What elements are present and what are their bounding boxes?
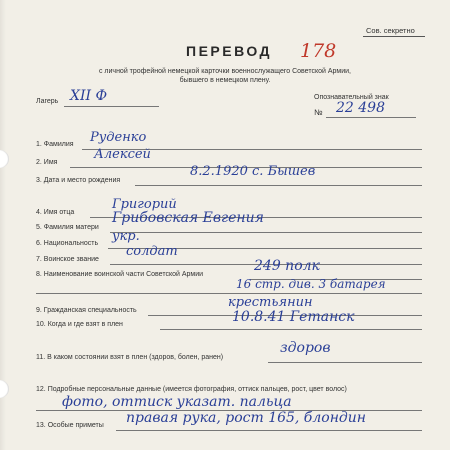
tag-prefix: № <box>314 108 323 117</box>
field-2-value: Алексей <box>94 147 151 162</box>
field-4-label: 4. Имя отца <box>36 209 75 216</box>
field-8-label: 8. Наименование воинской части Советской Армии <box>36 271 204 278</box>
document-number: 178 <box>300 40 337 62</box>
field-8-value-2: 16 стр. див. 3 батарея <box>236 277 386 291</box>
classification-stamp: Сов. секретно <box>366 26 415 35</box>
punch-hole <box>0 150 9 168</box>
field-12-value: фото, оттиск указат. пальца <box>62 394 292 410</box>
tag-label: Опознавательный знак <box>314 94 389 101</box>
field-3-label: 3. Дата и место рождения <box>36 177 121 184</box>
field-3-line <box>135 185 422 186</box>
tag-value: 22 498 <box>336 100 385 116</box>
field-11-label: 11. В каком состоянии взят в плен (здоров, болен, ранен) <box>36 354 224 361</box>
field-13-value: правая рука, рост 165, блондин <box>126 410 367 426</box>
field-5-value: Грибовская Евгения <box>112 210 264 226</box>
field-8-line-2 <box>36 293 422 294</box>
field-6-value: укр. <box>112 229 140 244</box>
field-13-label: 13. Особые приметы <box>36 422 104 429</box>
field-4-value: Григорий <box>112 197 177 212</box>
field-5-line <box>110 232 422 233</box>
camp-value: XII Ф <box>70 88 108 104</box>
punch-hole <box>0 380 9 398</box>
field-7-value: солдат <box>126 244 178 259</box>
classification-underline <box>363 36 425 37</box>
field-11-value: здоров <box>280 340 331 356</box>
field-1-label: 1. Фамилия <box>36 141 74 148</box>
field-13-line <box>116 430 422 431</box>
field-2-label: 2. Имя <box>36 159 58 166</box>
field-10-value: 10.8.41 Гетанск <box>232 309 355 325</box>
field-8-value: 249 полк <box>254 258 320 274</box>
camp-label: Лагерь <box>36 98 59 105</box>
field-11-line <box>268 362 422 363</box>
tag-line <box>326 117 416 118</box>
field-12-label: 12. Подробные персональные данные (имеется фотография, оттиск пальцев, рост, цвет волос) <box>36 386 347 393</box>
document-title: ПЕРЕВОД <box>186 43 273 59</box>
field-7-label: 7. Воинское звание <box>36 256 99 263</box>
field-9-value: крестьянин <box>228 295 313 310</box>
subtitle-line-1: с личной трофейной немецкой карточки военнослужащего Советской Армии, <box>98 68 352 75</box>
field-9-label: 9. Гражданская специальность <box>36 307 137 314</box>
subtitle-line-2: бывшего в немецком плену. <box>179 77 271 84</box>
field-6-label: 6. Национальность <box>36 240 99 247</box>
field-3-value: 8.2.1920 с. Бышев <box>190 164 316 179</box>
field-10-label: 10. Когда и где взят в плен <box>36 321 123 328</box>
field-10-line <box>160 329 422 330</box>
field-5-label: 5. Фамилия матери <box>36 224 99 231</box>
camp-line <box>64 106 159 107</box>
field-1-value: Руденко <box>90 130 147 145</box>
